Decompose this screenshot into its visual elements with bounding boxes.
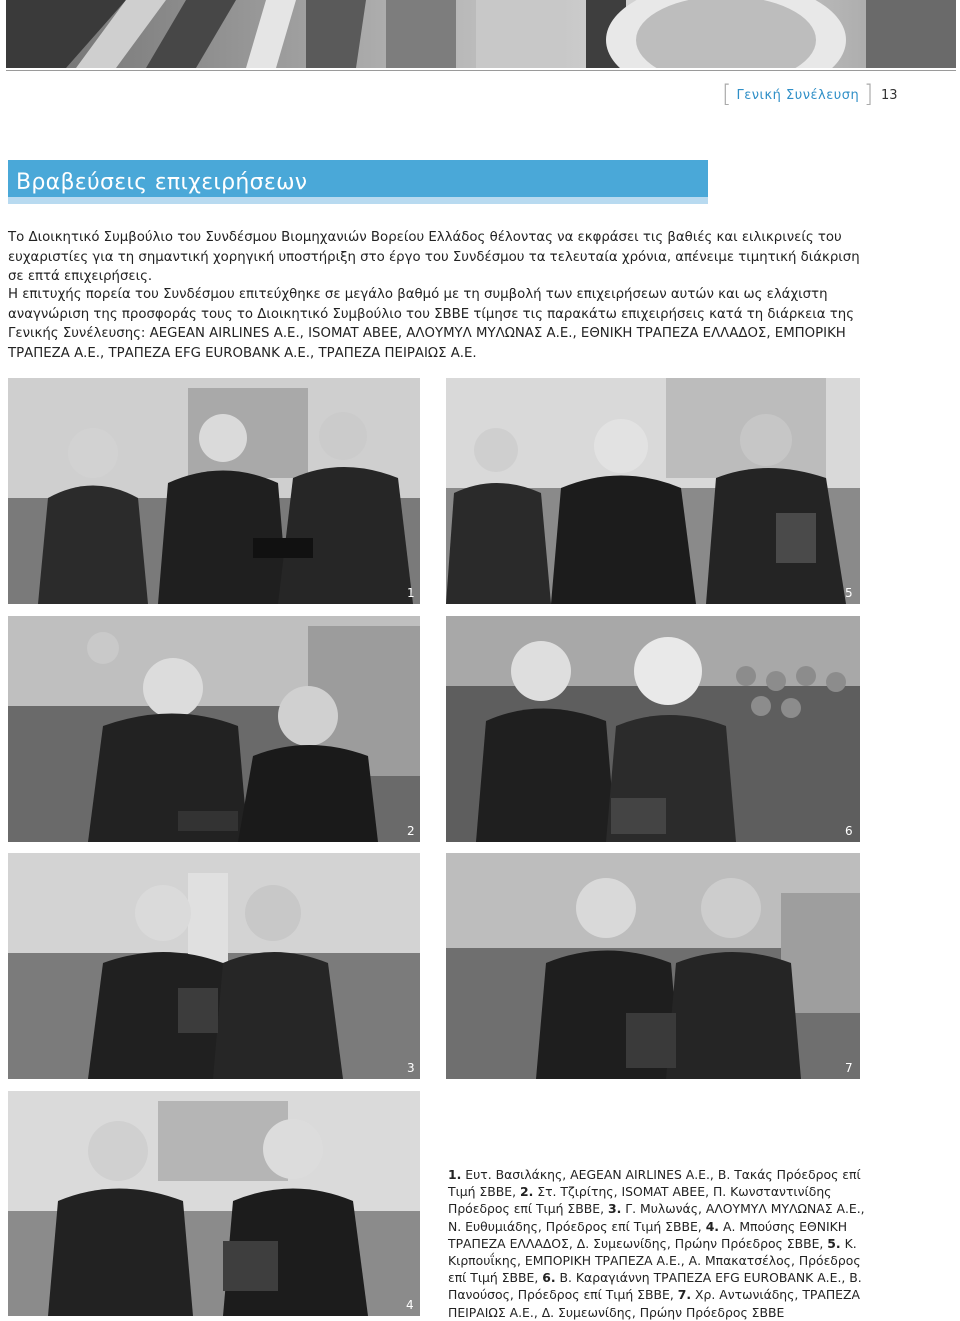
companies-paragraph: Η επιτυχής πορεία του Συνδέσμου επιτεύχθηκε σε μεγάλο βαθμό με τη συμβολή των επιχειρήσεων αυτών και ως ελάχιστη αναγνώριση της προσφοράς τους το Διοικητικό Συμβούλιο του ΣΒΒΕ τίμησε τις παρακάτω επιχειρήσεις κατά τη διάρκεια της Γενικής Συνέλευσης: AEGEAN AIRLINES Α.Ε., ISOMAT ΑΒΕΕ, ΑΛΟΥΜΥΛ ΜΥΛΩΝΑΣ Α.Ε., ΕΘΝΙΚΗ ΤΡΑΠΕΖΑ ΕΛΛΑΔΟΣ, ΕΜΠΟΡΙΚΗ ΤΡΑΠΕΖΑ Α.Ε., ΤΡΑΠΕΖΑ EFG EUROBANK Α.Ε., ΤΡΑΠΕΖΑ ΠΕΙΡΑΙΩΣ Α.Ε. <box>8 287 855 361</box>
photo-number: 6 <box>845 824 853 838</box>
caption-num: 3. <box>607 1201 622 1217</box>
photo-3 <box>8 853 420 1079</box>
photo-number: 4 <box>406 1298 414 1312</box>
caption-text: Γ. Μυλωνάς, ΑΛΟΥΜΥΛ ΜΥΛΩΝΑΣ Α.Ε., Ν. Ευθυμιάδης, Πρόεδρος επί Τιμή ΣΒΒΕ, <box>448 1201 865 1234</box>
caption-num: 4. <box>705 1218 720 1234</box>
caption-text: Α. Μπούσης ΕΘΝΙΚΗ ΤΡΑΠΕΖΑ ΕΛΛΑΔΟΣ, Δ. Συμεωνίδης, Πρώην Πρόεδρος ΣΒΒΕ, <box>448 1218 848 1251</box>
caption-num: 1. <box>448 1167 462 1182</box>
caption-num: 6. <box>542 1270 556 1286</box>
photo-5 <box>446 378 860 604</box>
section-name: Γενική Συνέλευση <box>736 88 860 103</box>
photo-6 <box>446 616 860 842</box>
header-rule <box>6 70 956 71</box>
intro-paragraph: Το Διοικητικό Συμβούλιο του Συνδέσμου Βιομηχανιών Βορείου Ελλάδος θέλοντας να εκφράσει τις βαθιές και ειλικρινείς του ευχαριστίες για τη σημαντική χορηγική υποστήριξη στο έργο του Συνδέσμου τα τελευταία χρόνια, απένειμε τιμητική διάκριση σε επτά επιχειρήσεις. <box>8 230 860 284</box>
banner-photo <box>6 0 956 68</box>
photo-number: 2 <box>407 824 415 838</box>
photo-number: 5 <box>845 586 853 600</box>
photo-4 <box>8 1091 420 1316</box>
caption-text: Στ. Τζιρίτης, ISOMAT ΑΒΕΕ, Π. Κωνσταντινίδης Πρόεδρος επί Τιμή ΣΒΒΕ, <box>448 1184 832 1217</box>
bracket-right: ] <box>863 80 874 108</box>
caption-num: 5. <box>827 1235 841 1251</box>
photo-number: 3 <box>407 1061 415 1075</box>
caption-text: Ευτ. Βασιλάκης, AEGEAN AIRLINES Α.Ε., Β. Τακάς Πρόεδρος επί Τιμή ΣΒΒΕ, <box>448 1167 861 1200</box>
photo-number: 7 <box>845 1061 853 1075</box>
page-title: Βραβεύσεις επιχειρήσεων <box>16 170 308 195</box>
caption-text: Β. Καραγιάννη ΤΡΑΠΕΖΑ EFG EUROBANK Α.Ε., Β. Πανούσος, Πρόεδρος επί Τιμή ΣΒΒΕ, <box>448 1270 862 1303</box>
photo-number: 1 <box>407 586 415 600</box>
caption-num: 2. <box>519 1184 534 1200</box>
caption-text: Χρ. Αντωνιάδης, ΤΡΑΠΕΖΑ ΠΕΙΡΑΙΩΣ Α.Ε., Δ. Συμεωνίδης, Πρώην Πρόεδρος ΣΒΒΕ <box>448 1287 860 1320</box>
photo-1 <box>8 378 420 604</box>
title-bar-shade <box>8 197 708 204</box>
photo-7 <box>446 853 860 1079</box>
page-number: 13 <box>881 88 898 103</box>
photo-2 <box>8 616 420 842</box>
photo-caption <box>448 1166 866 1321</box>
bracket-left: [ <box>722 80 732 108</box>
running-header <box>722 80 874 108</box>
caption-num: 7. <box>677 1287 692 1303</box>
caption-text: Κ. Κιρπουΐκης, ΕΜΠΟΡΙΚΗ ΤΡΑΠΕΖΑ Α.Ε., Α. Μπακατσέλος, Πρόεδρος επί Τιμή ΣΒΒΕ, <box>448 1235 861 1286</box>
